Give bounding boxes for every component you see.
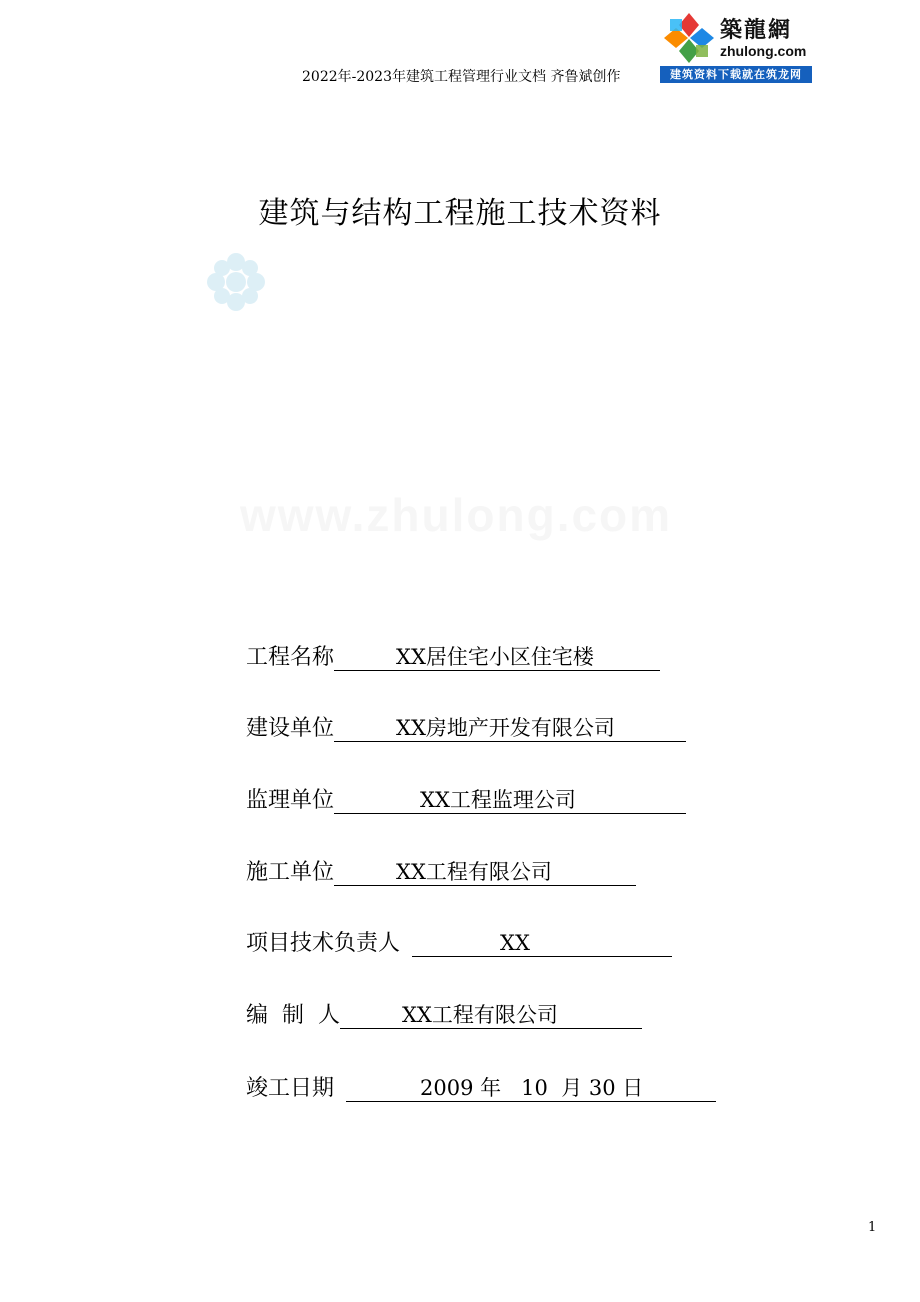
document-header: 2022年-2023年建筑工程管理行业文档 齐鲁斌创作 xyxy=(302,69,621,85)
logo-banner: 建筑资料下载就在筑龙网 xyxy=(660,66,812,83)
field-supervision-unit xyxy=(246,783,686,813)
field-label: 监理单位 xyxy=(246,788,335,813)
logo-name-en: zhulong.com xyxy=(720,43,807,59)
logo-mark-icon xyxy=(662,11,716,65)
field-value: XX工程监理公司 xyxy=(334,786,686,814)
field-value: XX xyxy=(412,929,672,957)
zhulong-logo xyxy=(660,9,812,83)
field-completion-date xyxy=(246,1071,716,1101)
field-construction-unit xyxy=(246,711,686,741)
field-value: XX工程有限公司 xyxy=(340,1001,642,1029)
logo-name-cn: 築龍網 xyxy=(720,18,793,43)
field-value: XX工程有限公司 xyxy=(334,858,636,886)
field-value: XX房地产开发有限公司 xyxy=(334,714,686,742)
document-title: 建筑与结构工程施工技术资料 xyxy=(258,196,662,231)
field-value: XX居住宅小区住宅楼 xyxy=(334,643,660,671)
field-compiler xyxy=(246,998,642,1028)
watermark-text: www.zhulong.com xyxy=(240,489,673,541)
page-number: 1 xyxy=(868,1220,877,1235)
field-label: 项目技术负责人 xyxy=(246,931,401,956)
field-label: 编 制 人 xyxy=(246,1003,340,1028)
field-label: 工程名称 xyxy=(246,645,335,670)
field-label: 竣工日期 xyxy=(246,1076,335,1101)
field-technical-lead xyxy=(246,926,672,956)
watermark-flower-icon xyxy=(206,252,266,312)
field-value: 2009 年 10 月 30 日 xyxy=(346,1074,716,1102)
field-label: 建设单位 xyxy=(246,716,335,741)
field-project-name xyxy=(246,640,660,670)
field-label: 施工单位 xyxy=(246,860,335,885)
field-contractor-unit xyxy=(246,855,636,885)
